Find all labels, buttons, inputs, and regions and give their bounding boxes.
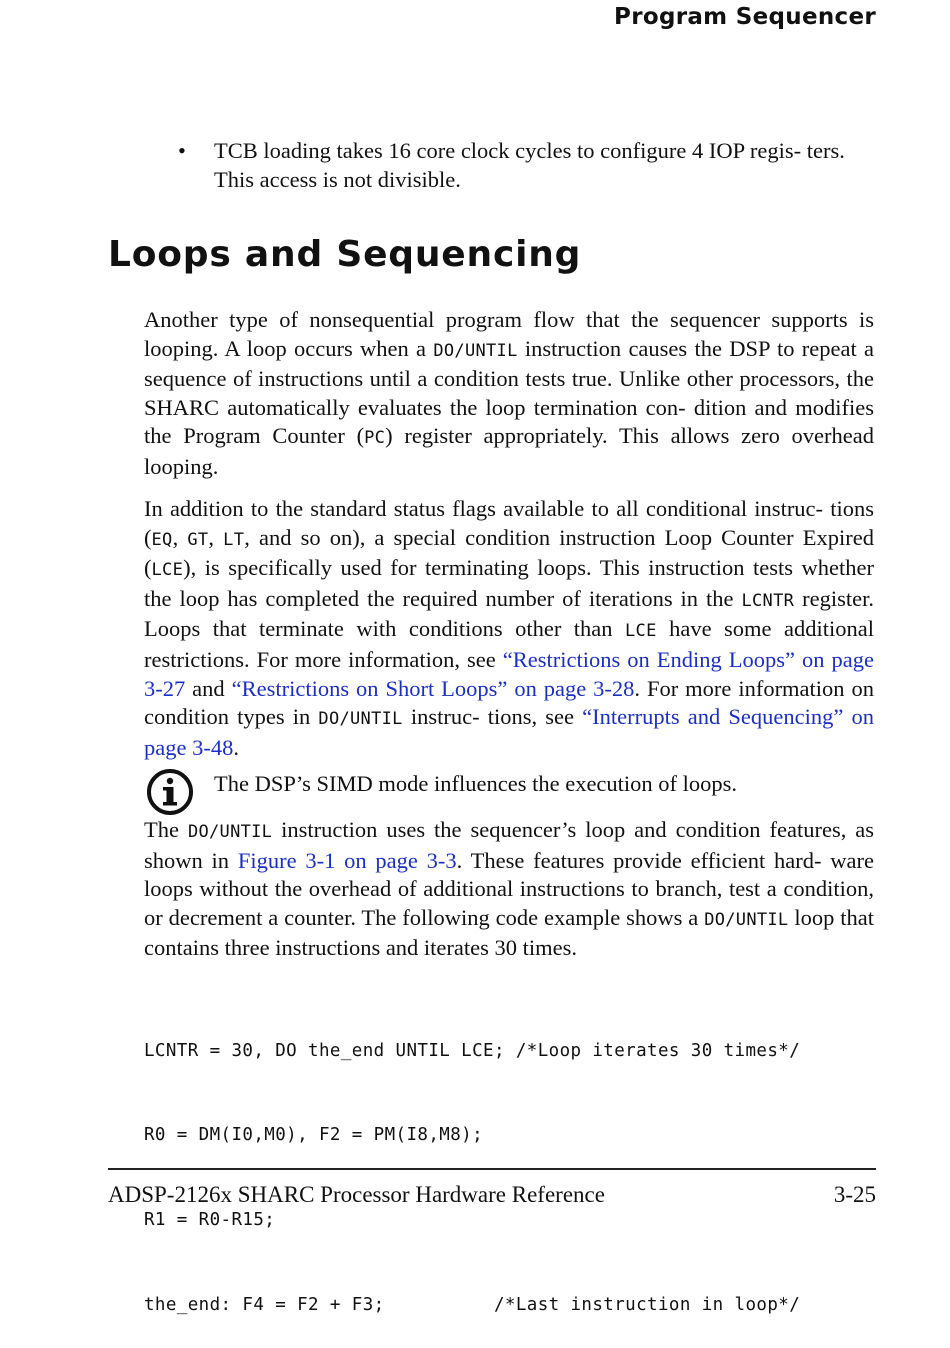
link-restrictions-short-loops[interactable]: “Restrictions on Short Loops” on page 3-28 — [231, 675, 635, 701]
code-term: GT — [187, 529, 209, 550]
link-restrictions-ending-loops[interactable]: “Restrictions on Ending Loops” on page 3-27 — [144, 646, 875, 701]
running-header: Program Sequencer — [614, 4, 876, 30]
link-interrupts-sequencing[interactable]: “Interrupts and Sequencing” on page 3-48 — [144, 704, 874, 760]
code-line: R1 = R0-R15; — [144, 1210, 276, 1231]
bullet-symbol: • — [178, 138, 186, 163]
section-title: Loops and Sequencing — [108, 234, 582, 275]
info-icon — [146, 768, 194, 816]
page-number: 3-25 — [833, 1182, 876, 1207]
code-line: the_end: F4 = F2 + F3; /*Last instruction in loop*/ — [144, 1295, 801, 1316]
code-line: LCNTR = 30, DO the_end UNTIL LCE; /*Loop iterates 30 times*/ — [144, 1040, 801, 1061]
text-run: and — [185, 675, 232, 701]
note-text: The DSP’s SIMD mode influences the execution of loops. — [214, 771, 738, 796]
link-figure-3-1[interactable]: Figure 3-1 on page 3-3 — [237, 847, 457, 873]
code-line: R0 = DM(I0,M0), F2 = PM(I8,M8); — [144, 1125, 484, 1146]
text-run: . For more information on condition types in — [144, 675, 874, 730]
paragraph-do-until — [144, 816, 874, 963]
code-term: LCNTR — [741, 590, 795, 611]
text-run: , — [208, 524, 224, 550]
text-run: Another type of nonsequential program flow that the sequencer supports is looping. A loop occurs when a — [144, 307, 874, 361]
code-example — [144, 980, 800, 1348]
text-run: ) register appropriately. This allows zero overhead looping. — [144, 423, 874, 479]
code-term: LT — [223, 529, 245, 550]
text-run: register. Loops that terminate with conditions other than — [144, 585, 874, 642]
text-run: , and so on), a special condition instruction Loop Counter Expired ( — [144, 524, 875, 581]
text-run: . — [233, 734, 239, 760]
code-term: PC — [364, 428, 386, 449]
footer-title: ADSP-2126x SHARC Processor Hardware Reference — [108, 1182, 605, 1207]
paragraph-looping-intro — [144, 306, 874, 482]
paragraph-condition-flags — [144, 495, 874, 762]
text-run: instruction uses the sequencer’s loop and condition features, as shown in — [144, 817, 875, 873]
code-term: DO/UNTIL — [187, 822, 273, 842]
text-run: loop that contains three instructions and iterates 30 times. — [144, 904, 874, 961]
footer-rule — [108, 1168, 876, 1170]
text-run: have some additional restrictions. For more information, see — [144, 616, 874, 672]
code-term: DO/UNTIL — [704, 909, 789, 930]
text-run: The — [144, 817, 188, 842]
code-term: EQ — [151, 529, 173, 550]
text-run: ), is specifically used for terminating loops. This instruction tests whether the loop has completed the required number of iterations in the — [144, 555, 874, 611]
code-term: LCE — [625, 621, 657, 642]
text-run: instruc- tions, see — [402, 704, 583, 730]
code-term: DO/UNTIL — [318, 709, 403, 730]
text-run: In addition to the standard status flags available to all conditional instruc- tions ( — [144, 496, 874, 550]
bullet-text: TCB loading takes 16 core clock cycles to configure 4 IOP regis- ters. This access is not divisible. — [214, 138, 845, 192]
text-run: , — [172, 524, 188, 550]
text-run: instruction causes the DSP to repeat a sequence of instructions until a condition tests true. Unlike other processors, the SHARC automatically evaluates the loop termination con- dition and modifies the Program Counter ( — [144, 335, 874, 449]
code-term: LCE — [151, 560, 184, 581]
code-term: DO/UNTIL — [433, 340, 518, 361]
text-run: . These features provide efficient hard- ware loops without the overhead of additional instructions to branch, test a condition, or decrement a counter. The following code example shows a — [144, 847, 874, 930]
bullet-item — [178, 136, 868, 194]
